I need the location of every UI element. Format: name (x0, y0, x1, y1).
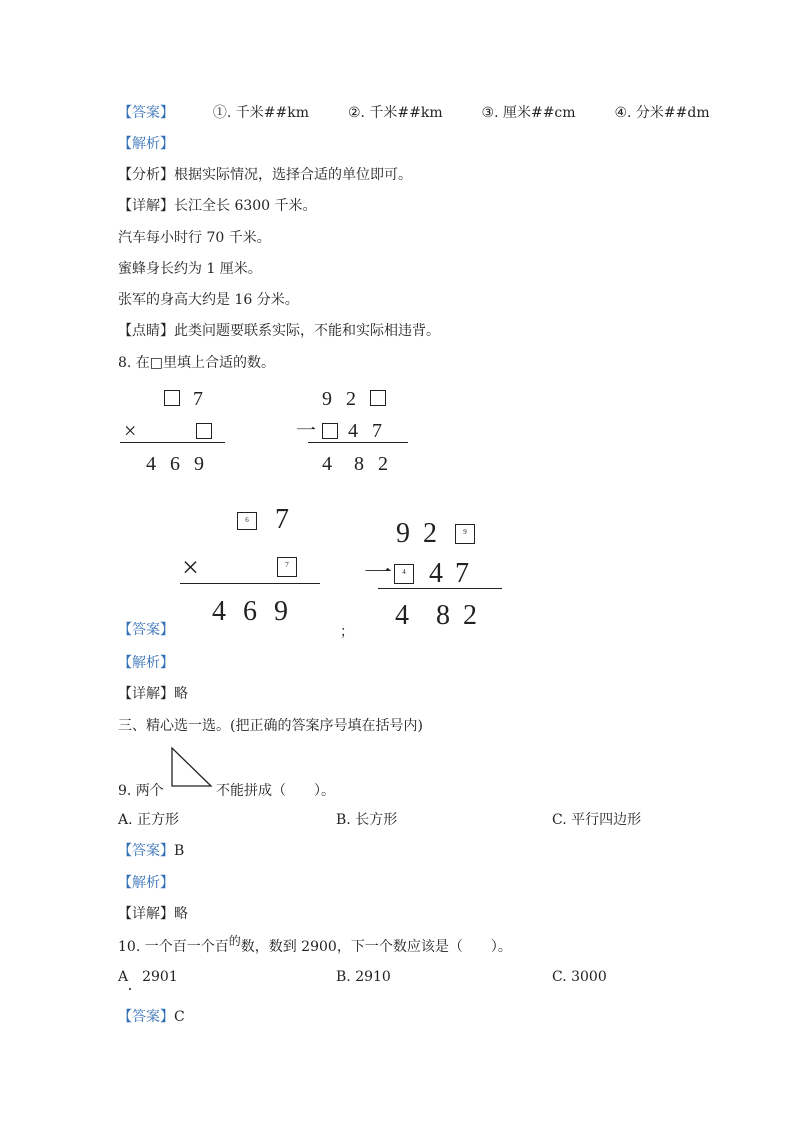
q9-jiexi-tag: 【解析】 (118, 875, 174, 891)
q10-text-b: 数，数到 2900，下一个数应该是（ ）。 (240, 939, 512, 955)
digit: 9 (396, 518, 410, 549)
answer-tag: 【答案】 (118, 1009, 174, 1025)
q7-line2: 汽车每小时行 70 千米。 (118, 230, 271, 246)
calc-rule (120, 442, 225, 443)
q7-analysis (118, 166, 412, 184)
xiangjie-tag: 【详解】 (118, 686, 174, 702)
dot-mark (129, 988, 131, 990)
dianjing-tag: 【点睛】 (118, 323, 174, 339)
digit: 9 (274, 596, 288, 627)
times-sign: × (124, 418, 137, 443)
answer-tag: 【答案】 (118, 843, 174, 859)
digit: 8 (354, 453, 364, 475)
digit: 7 (275, 504, 289, 535)
xiangjie-text: 略 (174, 686, 188, 702)
digit: 2 (463, 600, 477, 631)
blank-box (322, 423, 338, 439)
triangle-figure (170, 746, 214, 788)
digit: 2 (423, 518, 437, 549)
filled-box: 7 (277, 557, 297, 577)
digit: 9 (322, 388, 332, 410)
blank-box (196, 423, 212, 439)
q9-suffix: 不能拼成（ ）。 (216, 783, 335, 799)
fenxi-tag: 【分析】 (118, 167, 174, 183)
digit: 7 (455, 558, 469, 589)
digit: 8 (436, 600, 450, 631)
answer-item-4: ④. 分米##dm (614, 105, 710, 121)
q10-option-b: B. 2910 (336, 969, 391, 985)
q10-option-c: C. 3000 (552, 969, 607, 985)
q8-jiexi-tag: 【解析】 (118, 655, 174, 671)
q10-answer (118, 1008, 185, 1026)
q10-sup: 的 (228, 934, 241, 948)
answer-value: B (174, 843, 185, 859)
digit: 4 (348, 420, 358, 442)
blank-box (370, 390, 386, 406)
minus-sign: 一 (296, 420, 316, 442)
answer-item-1: ①. 千米##km (212, 105, 310, 121)
q9-option-a: A. 正方形 (118, 812, 180, 828)
digit: 4 (395, 600, 409, 631)
dianjing-text: 此类问题要联系实际，不能和实际相违背。 (174, 323, 440, 339)
digit: 9 (194, 453, 204, 475)
minus-sign: 一 (364, 558, 393, 589)
q9-option-b: B. 长方形 (336, 812, 398, 828)
filled-box: 9 (455, 524, 475, 544)
q7-line3: 蜜蜂身长约为 1 厘米。 (118, 261, 262, 277)
q10-text-a: 10. 一个百一个百 (118, 939, 229, 955)
q9-option-c: C. 平行四边形 (552, 812, 642, 828)
q7-tip (118, 322, 440, 340)
calc-rule (308, 442, 408, 443)
digit: 4 (322, 453, 332, 475)
fenxi-text: 根据实际情况，选择合适的单位即可。 (174, 167, 412, 183)
digit: 4 (146, 453, 156, 475)
digit: 4 (429, 558, 443, 589)
answer-item-3: ③. 厘米##cm (481, 105, 576, 121)
xiangjie-text: 长江全长 6300 千米。 (174, 198, 317, 214)
blank-box (164, 390, 180, 406)
filled-box: 4 (394, 564, 414, 584)
answer-tag: 【答案】 (118, 105, 174, 121)
digit: 7 (372, 420, 382, 442)
jiexi-tag: 【解析】 (118, 136, 174, 152)
q10-question (118, 934, 512, 956)
digit: 6 (170, 453, 180, 475)
calc-rule (378, 588, 502, 589)
q9-answer (118, 842, 184, 860)
digit: 2 (346, 388, 356, 410)
answer-item-2: ②. 千米##km (347, 105, 443, 121)
digit: 2 (378, 453, 388, 475)
separator: ； (340, 624, 354, 640)
q8-detail (118, 685, 188, 703)
xiangjie-text: 略 (174, 906, 188, 922)
calc-rule (180, 583, 320, 584)
xiangjie-tag: 【详解】 (118, 906, 174, 922)
xiangjie-tag: 【详解】 (118, 198, 174, 214)
filled-box: 6 (237, 512, 257, 530)
answer-value: C (174, 1009, 185, 1025)
q8-answer-tag: 【答案】 (118, 622, 174, 638)
q7-line4: 张军的身高大约是 16 分米。 (118, 292, 299, 308)
q10-option-a: A 2901 (118, 969, 178, 985)
q9-detail (118, 905, 188, 923)
q8-question: 8. 在□里填上合适的数。 (118, 355, 276, 371)
digit: 7 (193, 388, 203, 410)
section-title: 三、精心选一选。(把正确的答案序号填在括号内) (118, 718, 423, 734)
q9-prefix: 9. 两个 (118, 783, 164, 799)
digit: 4 (212, 596, 226, 627)
q7-detail (118, 197, 317, 215)
digit: 6 (243, 596, 257, 627)
q7-answer-line (118, 104, 710, 122)
times-sign: × (182, 551, 199, 584)
